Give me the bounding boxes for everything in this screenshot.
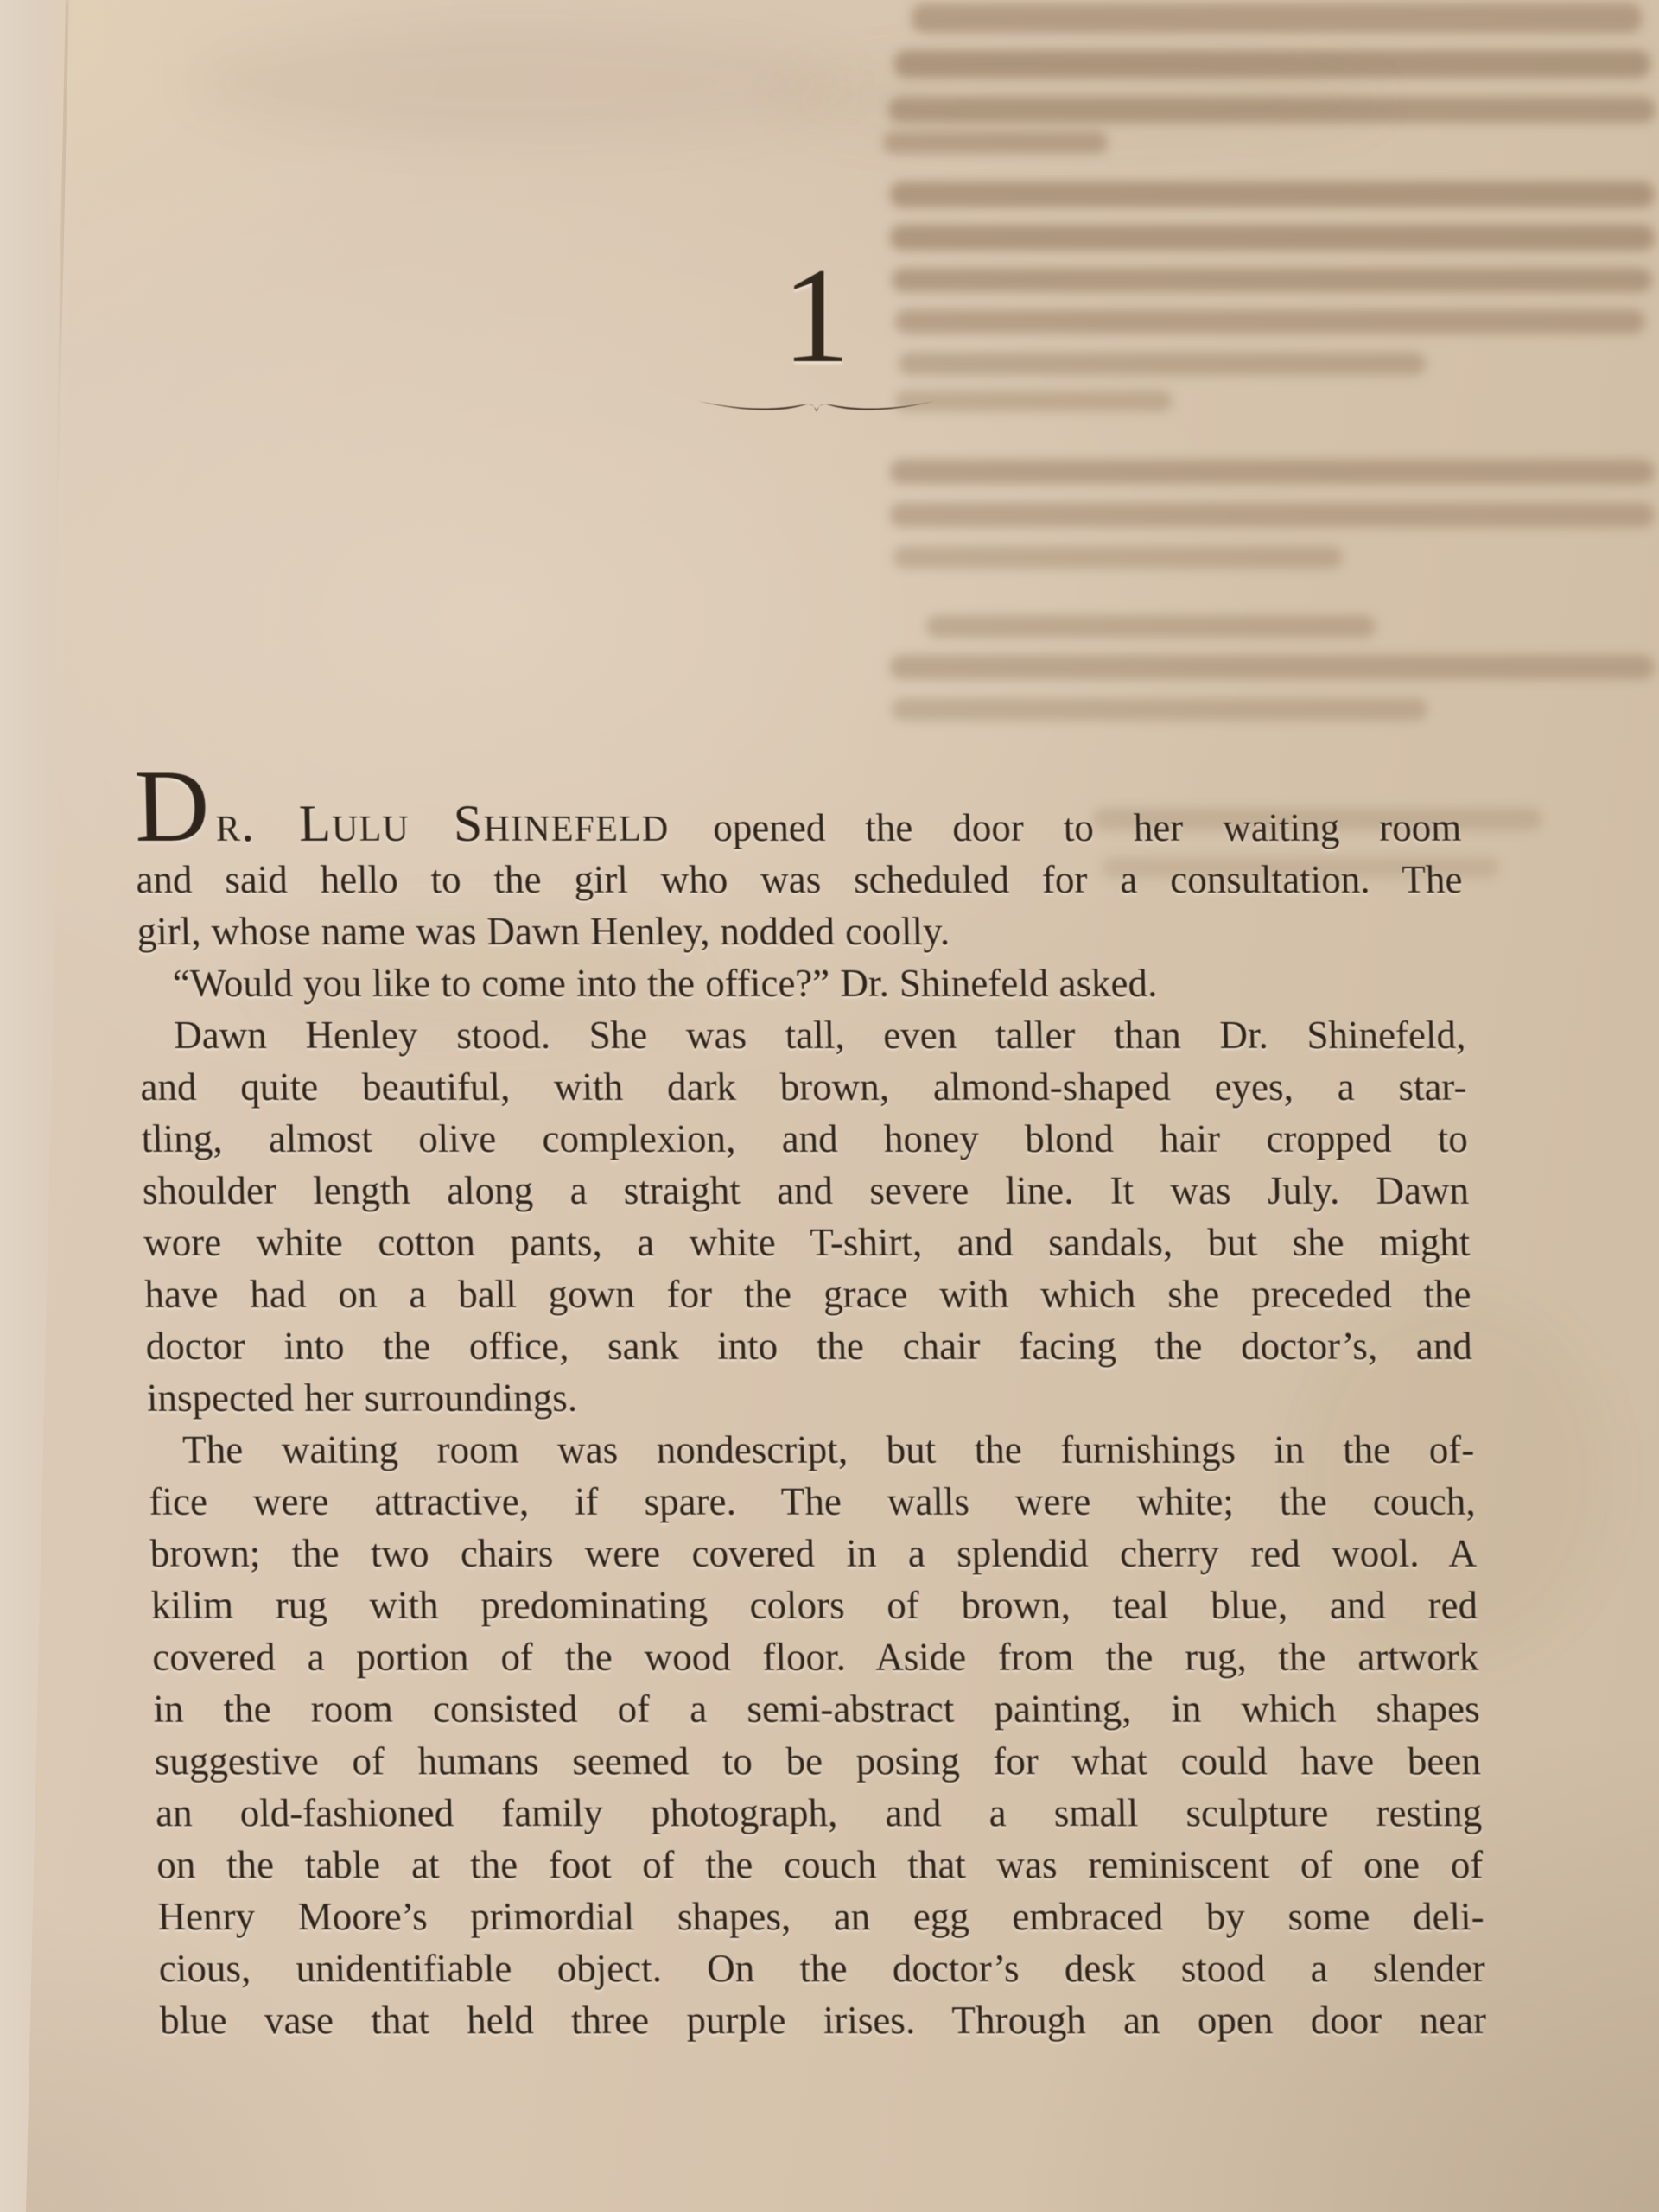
body-line: Dawn Henley stood. She was tall, even taller than Dr. Shinefeld,: [173, 1014, 1466, 1057]
ghost-text-line: [890, 503, 1655, 527]
body-line: Henry Moore’s primordial shapes, an egg embraced by some deli-: [157, 1895, 1485, 1938]
ghost-text-line: [892, 698, 1427, 721]
ghost-text-line: [890, 181, 1655, 207]
body-line: covered a portion of the wood floor. Aside from the rug, the artwork: [151, 1636, 1479, 1679]
body-line: doctor into the office, sank into the chair facing the doctor’s, and: [145, 1325, 1473, 1368]
body-line: fice were attractive, if spare. The walls were white; the couch,: [148, 1480, 1477, 1523]
body-text: [133, 748, 1487, 2046]
chapter-heading: [153, 240, 1479, 419]
body-line: [133, 748, 1462, 863]
body-line: suggestive of humans seemed to be posing for what could have been: [154, 1739, 1482, 1783]
paper-blotch: [778, 52, 1382, 147]
ghost-text-line: [912, 3, 1642, 33]
ghost-text-line: [893, 546, 1343, 569]
body-line: brown; the two chairs were covered in a splendid cherry red wool. A: [149, 1532, 1478, 1575]
body-line: on the table at the foot of the couch that was reminiscent of one of: [156, 1843, 1484, 1886]
body-line: shoulder length along a straight and severe line. It was July. Dawn: [142, 1169, 1470, 1212]
chapter-number: 1: [782, 240, 850, 391]
body-line: in the room consisted of a semi-abstract painting, in which shapes: [152, 1688, 1481, 1731]
body-line: cious, unidentifiable object. On the doctor’s desk stood a slender: [158, 1947, 1486, 1990]
paragraph: [139, 1009, 1474, 1424]
ghost-text-line: [890, 655, 1655, 679]
body-line: “Would you like to come into the office?” Dr. Shinefeld asked.: [172, 962, 1158, 1005]
paragraph: [133, 748, 1464, 957]
paragraph-lines: [137, 957, 1465, 1009]
ghost-text-line: [926, 615, 1376, 638]
paragraph: [137, 957, 1465, 1009]
body-line: an old-fashioned family photograph, and a small sculpture resting: [155, 1791, 1483, 1834]
body-line: girl, whose name was Dawn Henley, nodded coolly.: [137, 910, 950, 953]
paragraph-lines: [139, 1009, 1474, 1424]
ghost-text-line: [890, 460, 1655, 484]
body-line: blue vase that held three purple irises. Through an open door near: [159, 1999, 1487, 2042]
line-text: opened the door to her waiting room: [712, 806, 1462, 849]
body-line: The waiting room was nondescript, but the furnishings in the of-: [181, 1428, 1475, 1471]
body-line: and quite beautiful, with dark brown, almond-shaped eyes, a star-: [139, 1065, 1467, 1109]
chapter-flourish-ornament: [695, 390, 938, 419]
paragraph-lines: [148, 1424, 1487, 2046]
smallcaps-name: r. Lulu Shinefeld: [215, 795, 714, 852]
paper-blotch: [190, 26, 847, 138]
body-line: tling, almost olive complexion, and honey blond hair cropped to: [141, 1117, 1469, 1160]
ghost-text-line: [890, 225, 1655, 251]
body-line: kilim rug with predominating colors of brown, teal blue, and red: [150, 1584, 1478, 1627]
paragraph-lines: [136, 854, 1465, 957]
dropcap-letter: D: [133, 748, 211, 863]
body-line: wore white cotton pants, a white T-shirt, and sandals, but she might: [143, 1221, 1471, 1264]
page-edge-strip: [0, 0, 78, 2212]
body-line: and said hello to the girl who was scheduled for a consultation. The: [135, 858, 1463, 901]
paragraph: [148, 1424, 1487, 2046]
body-line: have had on a ball gown for the grace with which she preceded the: [143, 1273, 1471, 1316]
body-line: inspected her surroundings.: [146, 1376, 578, 1420]
